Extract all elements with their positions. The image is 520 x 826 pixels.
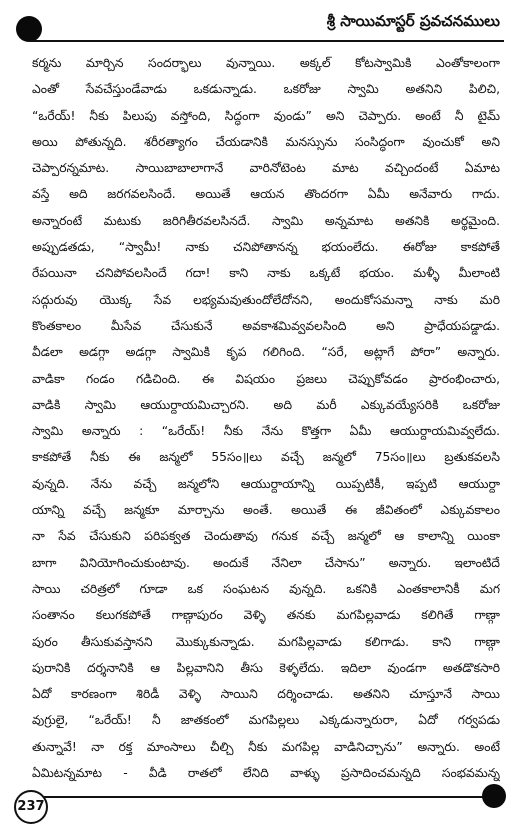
text-line: అప్పుడతడు, “స్వామీ! నాకు చనిపోతానన్న భయంలేదు. ఈరోజు కాకపోతే: [32, 240, 500, 255]
text-line: ఏమిటన్నమాట - వీడి రాతలో లేనిది వాళ్ళు ప్రసాదించమన్నది సంభవమన్న: [32, 766, 500, 781]
text-line: వాడికి స్వామి ఆయుర్దాయమిచ్చారని. అది మరీ ఎక్కువయ్యేసరికి ఒకరోజు: [32, 397, 500, 412]
text-line: నా సేవ చేసుకుని పరిపక్వత చెందుతావు గనుక వచ్చే జన్మలో ఆ కాలాన్ని యింకా: [32, 529, 500, 544]
page-number: 237: [14, 790, 48, 824]
body-text: [32, 50, 500, 786]
text-line: అన్నారంటే మటుకు జరిగితీరవలసినదే. స్వామి అన్నమాట అతనికి అర్థమైంది.: [32, 213, 500, 228]
text-line: పురం తీసుకువస్తానని మొక్కుకున్నాడు. మగపిల్లవాడు కలిగాడు. కాని గాణ్గా: [32, 634, 500, 649]
text-line: ఎంతో సేవచేస్తుండేవాడు ఒకడున్నాడు. ఒకరోజు స్వామి అతనిని పిలిచి,: [32, 82, 500, 97]
running-title: శ్రీ సాయిమాస్టర్ ప్రవచనములు: [326, 12, 500, 30]
footer-bullet-ornament: [482, 784, 506, 808]
text-line: బాగా వినియోగించుకుంటావు. అందుకే నేనిలా చేసాను” అన్నారు. ఇలాంటిదే: [32, 555, 500, 570]
text-line: ఏదో కారణంగా శిరిడీ వెళ్ళి సాయిని దర్శించాడు. అతనిని చూస్తూనే సాయి: [32, 687, 500, 702]
text-line: సద్గురువు యొక్క సేవ లభ్యమవుతుందోలేదోనని, అందుకోసమన్నా నాకు మరి: [32, 292, 500, 307]
text-line: పురానికి దర్శనానికి ఆ పిల్లవానిని తీసు కెళ్ళలేదు. ఇదిలా వుండగా అతడొకసారి: [32, 660, 500, 675]
text-line: రేపయినా చనిపోవలసిందే గదా! కాని నాకు ఒక్కటే భయం. మళ్ళీ మీలాంటి: [32, 266, 500, 281]
text-line: తున్నావే! నా రక్త మాంసాలు చీల్చి నీకు మగపిల్ల వాడినిచ్చాను” అన్నారు. అంటే: [32, 739, 500, 754]
header-rule: [30, 40, 504, 42]
text-line: సాయి చరిత్రలో గూడా ఒక సంఘటన వున్నది. ఒకనికి ఎంతకాలానికీ మగ: [32, 581, 500, 596]
text-line: కొంతకాలం మీసేవ చేసుకునే అవకాశమివ్వవలసింది అని ప్రాధేయపడ్డాడు.: [32, 318, 500, 333]
text-line: వీడలా అడగ్గా అడగ్గా స్వామికి కృప గలిగింది. “సరే, అట్లాగే పోరా” అన్నారు.: [32, 345, 500, 360]
text-line: వస్తే అది జరగవలసిందే. అయితే ఆయన తొందరగా ఏమీ అనేవారు గాదు.: [32, 187, 500, 202]
text-line: కాకపోతే నీకు ఈ జన్మలో 55సం॥లు వచ్చే జన్మలో 75సం॥లు బ్రతుకవలసి: [32, 450, 500, 465]
text-line: వాడికా గండం గడిచింది. ఈ విషయం ప్రజలు చెప్పుకోవడం ప్రారంభించారు,: [32, 371, 500, 386]
header-bullet-ornament: [16, 16, 42, 42]
text-line: సంతానం కలుగకపోతే గాణ్గాపురం వెళ్ళి తనకు మగపిల్లవాడు కలిగితే గాణ్గా: [32, 608, 500, 623]
text-line: వున్నది. నేను వచ్చే జన్మలోని ఆయుర్దాయాన్ని యిప్పటికీ, ఇప్పటి ఆయుర్దా: [32, 476, 500, 491]
text-line: స్వామి అన్నారు : “ఒరేయ్! నీకు నేను కొత్తగా ఏమీ ఆయుర్దాయమివ్వలేదు.: [32, 424, 500, 439]
text-line: వుగ్రులై, “ఒరేయ్! నీ జాతకంలో మగపిల్లలు ఎక్కడున్నారురా, ఏదో గర్వపడు: [32, 713, 500, 728]
text-line: చెప్పారన్నమాట. సాయిబాబాలాగానే వారినోటెంట మాట వచ్చిందంటే ఏమాట: [32, 161, 500, 176]
text-line: యాన్ని వచ్చే జన్మకూ మార్చాను అంతే. అయితే ఈ జీవితంలో ఎక్కువకాలం: [32, 503, 500, 518]
text-line: అయి పోతున్నది. శరీరత్యాగం చేయడానికి మనస్సును సంసిద్ధంగా వుంచుకో అని: [32, 134, 500, 149]
footer-rule: [30, 796, 492, 798]
text-line: కర్మను మార్చిన సందర్భాలు వున్నాయి. అక్కల్ కోటస్వామికి ఎంతోకాలంగా: [32, 56, 500, 70]
text-line: “ఒరేయ్! నీకు పిలుపు వస్తోంది, సిద్ధంగా వుండు” అని చెప్పారు. అంటే నీ టైమ్: [32, 108, 500, 123]
